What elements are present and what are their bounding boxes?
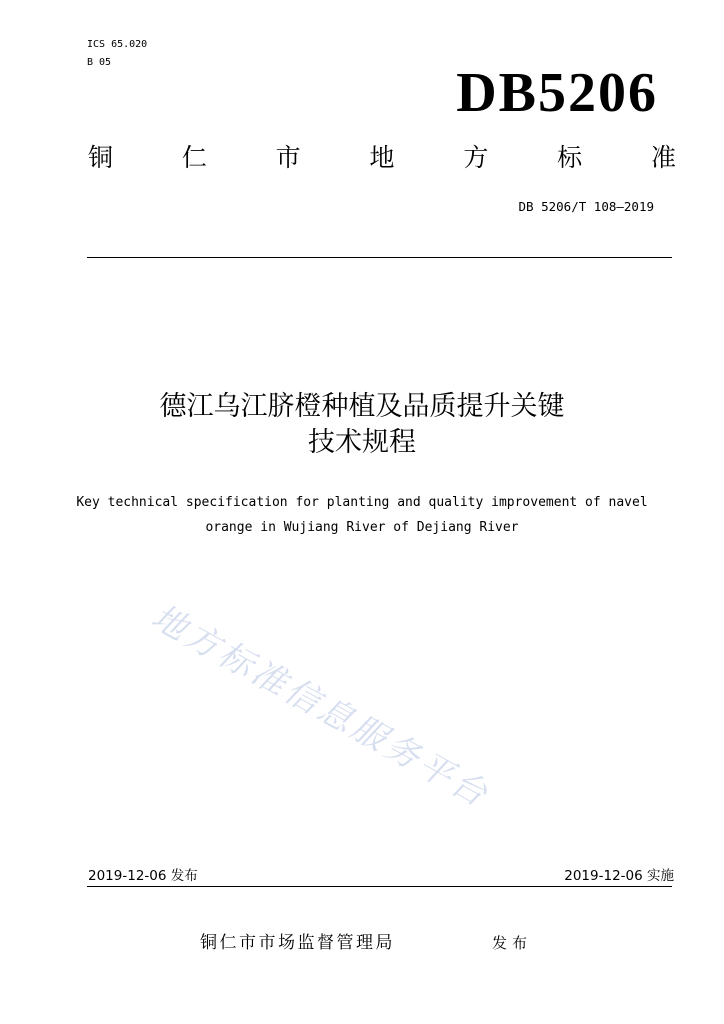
ccs-code: B 05 bbox=[87, 57, 112, 68]
standard-type-title bbox=[88, 140, 676, 176]
publish-label: 发布 bbox=[492, 934, 533, 952]
standard-type-char: 标 bbox=[557, 143, 583, 172]
standard-type-char: 市 bbox=[275, 143, 301, 172]
document-title-cn bbox=[62, 389, 662, 461]
title-cn-line-1: 德江乌江脐橙种植及品质提升关键 bbox=[159, 391, 565, 422]
footer-divider bbox=[87, 886, 672, 887]
title-en-line-1: Key technical specification for planting and quality improvement of navel bbox=[76, 495, 648, 510]
standard-type-char: 铜 bbox=[88, 143, 114, 172]
publisher-name: 铜仁市市场监督管理局 bbox=[200, 933, 395, 953]
ics-code: ICS 65.020 bbox=[87, 39, 148, 50]
standard-type-char: 方 bbox=[463, 143, 489, 172]
implement-date: 2019-12-06 实施 bbox=[564, 868, 674, 884]
document-title-en bbox=[40, 490, 684, 540]
standard-logo: DB5206 bbox=[456, 62, 658, 124]
standard-type-char: 仁 bbox=[181, 143, 207, 172]
standard-type-char: 准 bbox=[650, 143, 676, 172]
title-cn-line-2: 技术规程 bbox=[308, 427, 416, 458]
standard-number: DB 5206/T 108—2019 bbox=[518, 199, 654, 214]
standard-type-char: 地 bbox=[369, 143, 395, 172]
header-divider bbox=[87, 257, 672, 258]
watermark: 地方标准信息服务平台 bbox=[144, 596, 497, 817]
title-en-line-2: orange in Wujiang River of Dejiang River bbox=[205, 520, 519, 535]
issue-date: 2019-12-06 发布 bbox=[88, 868, 198, 884]
